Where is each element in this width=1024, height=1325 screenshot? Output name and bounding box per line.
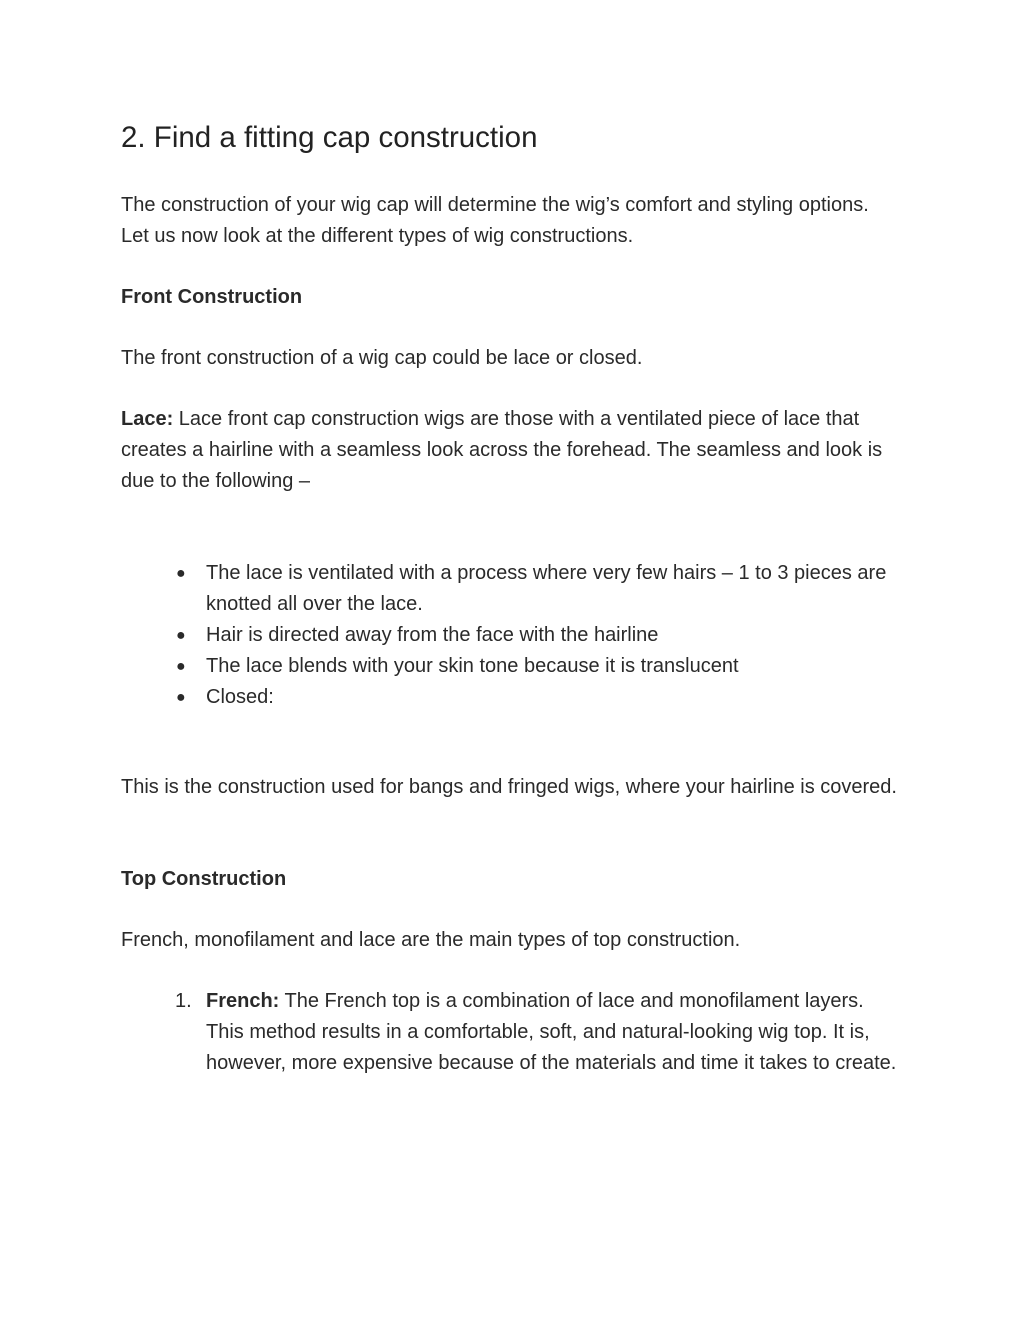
lace-features-list [121, 558, 901, 713]
lace-text: Lace front cap construction wigs are those with a ventilated piece of lace that creates a hairline with a seamless look across the forehead. The seamless and look is due to the following – [121, 408, 883, 492]
list-item-text: Hair is directed away from the face with the hairline [206, 624, 659, 646]
top-construction-list [121, 986, 901, 1079]
lace-paragraph [121, 404, 901, 497]
bullet-icon: ● [176, 658, 186, 675]
front-construction-description: The front construction of a wig cap could be lace or closed. [121, 347, 643, 369]
lace-label: Lace: [121, 408, 174, 430]
list-item-text: Closed: [206, 686, 274, 708]
page-title: 2. Find a fitting cap construction [121, 121, 538, 154]
list-item [121, 651, 901, 682]
french-label: French: [206, 990, 280, 1012]
list-item [121, 682, 901, 713]
list-item [121, 620, 901, 651]
intro-paragraph: The construction of your wig cap will determine the wig’s comfort and styling options. Let us now look at the different types of wig constructions. [121, 194, 869, 247]
front-construction-heading: Front Construction [121, 286, 303, 308]
list-item [121, 558, 901, 620]
list-item-text: The lace is ventilated with a process where very few hairs – 1 to 3 pieces are knotted all over the lace. [206, 562, 887, 615]
list-item-number: 1. [175, 990, 192, 1012]
top-construction-description: French, monofilament and lace are the main types of top construction. [121, 929, 741, 951]
list-item [121, 986, 901, 1079]
closed-paragraph: This is the construction used for bangs and fringed wigs, where your hairline is covered. [121, 776, 897, 798]
top-construction-heading: Top Construction [121, 868, 287, 890]
french-text: The French top is a combination of lace and monofilament layers. This method results in a comfortable, soft, and natural-looking wig top. It is, however, more expensive because of the materials and time it takes to create. [206, 990, 897, 1074]
bullet-icon: ● [176, 689, 186, 706]
bullet-icon: ● [176, 565, 186, 582]
list-item-text: The lace blends with your skin tone because it is translucent [206, 655, 739, 677]
bullet-icon: ● [176, 627, 186, 644]
